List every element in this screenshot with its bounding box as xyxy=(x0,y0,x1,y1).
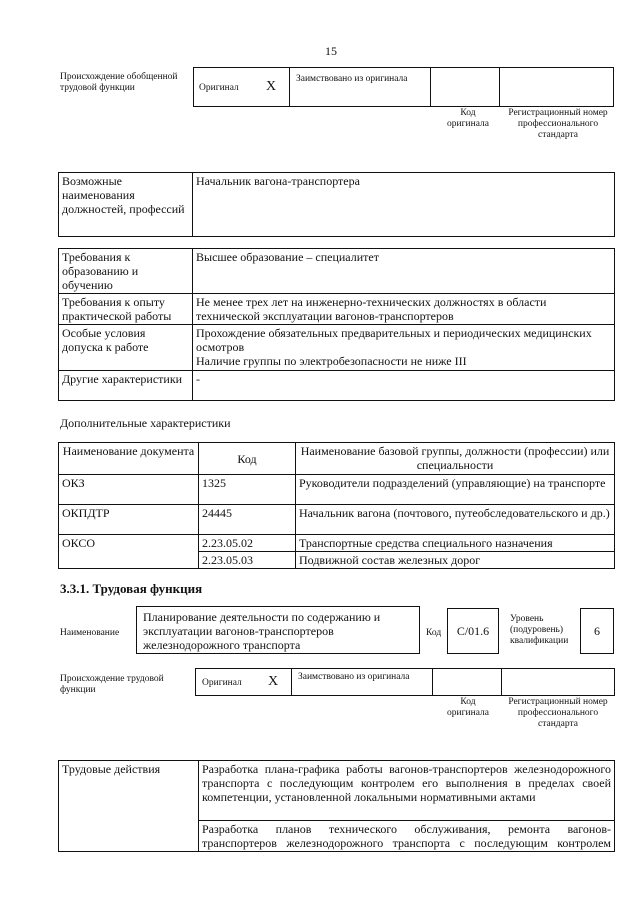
original-code-cell xyxy=(430,67,500,107)
positions-table xyxy=(58,172,615,237)
row-doc: ОКСО xyxy=(59,535,199,569)
additional-heading: Дополнительные характеристики xyxy=(60,416,231,430)
row-name: Руководители подразделений (управляющие) на транспорте xyxy=(296,475,615,505)
borrowed-label: Заимствовано из оригинала xyxy=(298,672,410,682)
row-name: Транспортные средства специального назначения xyxy=(296,535,615,552)
code-caption: Код оригинала xyxy=(447,108,489,129)
other-label: Другие характеристики xyxy=(59,371,193,401)
experience-value: Не менее трех лет на инженерно-технических должностях в области технической эксплуатации вагонов-транспортеров xyxy=(193,294,615,325)
row-name: Подвижной состав железных дорог xyxy=(296,552,615,569)
function-code-box xyxy=(447,608,499,654)
function-name-box xyxy=(136,606,420,654)
actions-label: Трудовые действия xyxy=(59,761,199,852)
section-heading: 3.3.1. Трудовая функция xyxy=(60,581,203,596)
code-label: Код xyxy=(426,628,442,638)
row-code: 2.23.05.02 xyxy=(199,535,296,552)
experience-label: Требования к опыту практической работы xyxy=(59,294,193,325)
header-group: Наименование базовой группы, должности (профессии) или специальности xyxy=(296,443,615,475)
original-cell xyxy=(193,67,290,107)
row-code: 24445 xyxy=(199,505,296,535)
action-item: Разработка планов технического обслуживания, ремонта вагонов-транспортеров железнодорожного транспорта с последующим контролем xyxy=(199,821,615,852)
admission-value-2: Наличие группы по электробезопасности не ниже III xyxy=(196,354,467,368)
original-mark: X xyxy=(266,79,277,94)
name-label: Наименование xyxy=(60,628,120,638)
origin-label: Происхождение трудовой функции xyxy=(60,674,164,695)
reg-caption: Регистрационный номер профессионального стандарта xyxy=(508,108,608,140)
page-number: 15 xyxy=(325,44,337,58)
row-doc: ОКПДТР xyxy=(59,505,199,535)
row-name: Начальник вагона (почтового, путеобследовательского и др.) xyxy=(296,505,615,535)
function-code: C/01.6 xyxy=(456,624,490,638)
original-label: Оригинал xyxy=(202,678,242,688)
original-label: Оригинал xyxy=(199,83,239,93)
actions-table xyxy=(58,760,615,852)
borrowed-label: Заимствовано из оригинала xyxy=(296,74,408,84)
level-box xyxy=(580,608,614,654)
other-value: - xyxy=(193,371,615,401)
action-item: Разработка плана-графика работы вагонов-транспортеров железнодорожного транспорта с последующим контролем его выполнения в пределах своей компетенции, установленной локальными нормативными актами xyxy=(199,761,615,821)
education-label: Требования к образованию и обучению xyxy=(59,249,193,294)
original-cell xyxy=(195,668,292,696)
header-code: Код xyxy=(199,443,296,475)
level-value: 6 xyxy=(594,624,600,638)
additional-table xyxy=(58,442,615,569)
row-code: 2.23.05.03 xyxy=(199,552,296,569)
positions-label: Возможные наименования должностей, профессий xyxy=(59,173,193,237)
admission-label: Особые условия допуска к работе xyxy=(59,325,193,371)
level-label: Уровень (подуровень) квалификации xyxy=(510,614,569,646)
reg-number-cell xyxy=(501,668,615,696)
header-document: Наименование документа xyxy=(59,443,199,475)
original-code-cell xyxy=(432,668,502,696)
requirements-table xyxy=(58,248,615,401)
reg-number-cell xyxy=(499,67,614,107)
positions-value: Начальник вагона-транспортера xyxy=(193,173,615,237)
row-doc: ОКЗ xyxy=(59,475,199,505)
original-mark: X xyxy=(268,674,279,689)
borrowed-cell xyxy=(289,67,431,107)
reg-caption: Регистрационный номер профессионального стандарта xyxy=(508,697,608,729)
borrowed-cell xyxy=(291,668,433,696)
code-caption: Код оригинала xyxy=(447,697,489,718)
admission-value xyxy=(193,325,615,371)
origin-label: Происхождение обобщенной трудовой функции xyxy=(60,72,178,93)
admission-value-1: Прохождение обязательных предварительных и периодических медицинских осмотров xyxy=(196,326,592,354)
education-value: Высшее образование – специалитет xyxy=(193,249,615,294)
row-code: 1325 xyxy=(199,475,296,505)
function-name: Планирование деятельности по содержанию и эксплуатации вагонов-транспортеров железнодорожного транспорта xyxy=(143,610,381,652)
